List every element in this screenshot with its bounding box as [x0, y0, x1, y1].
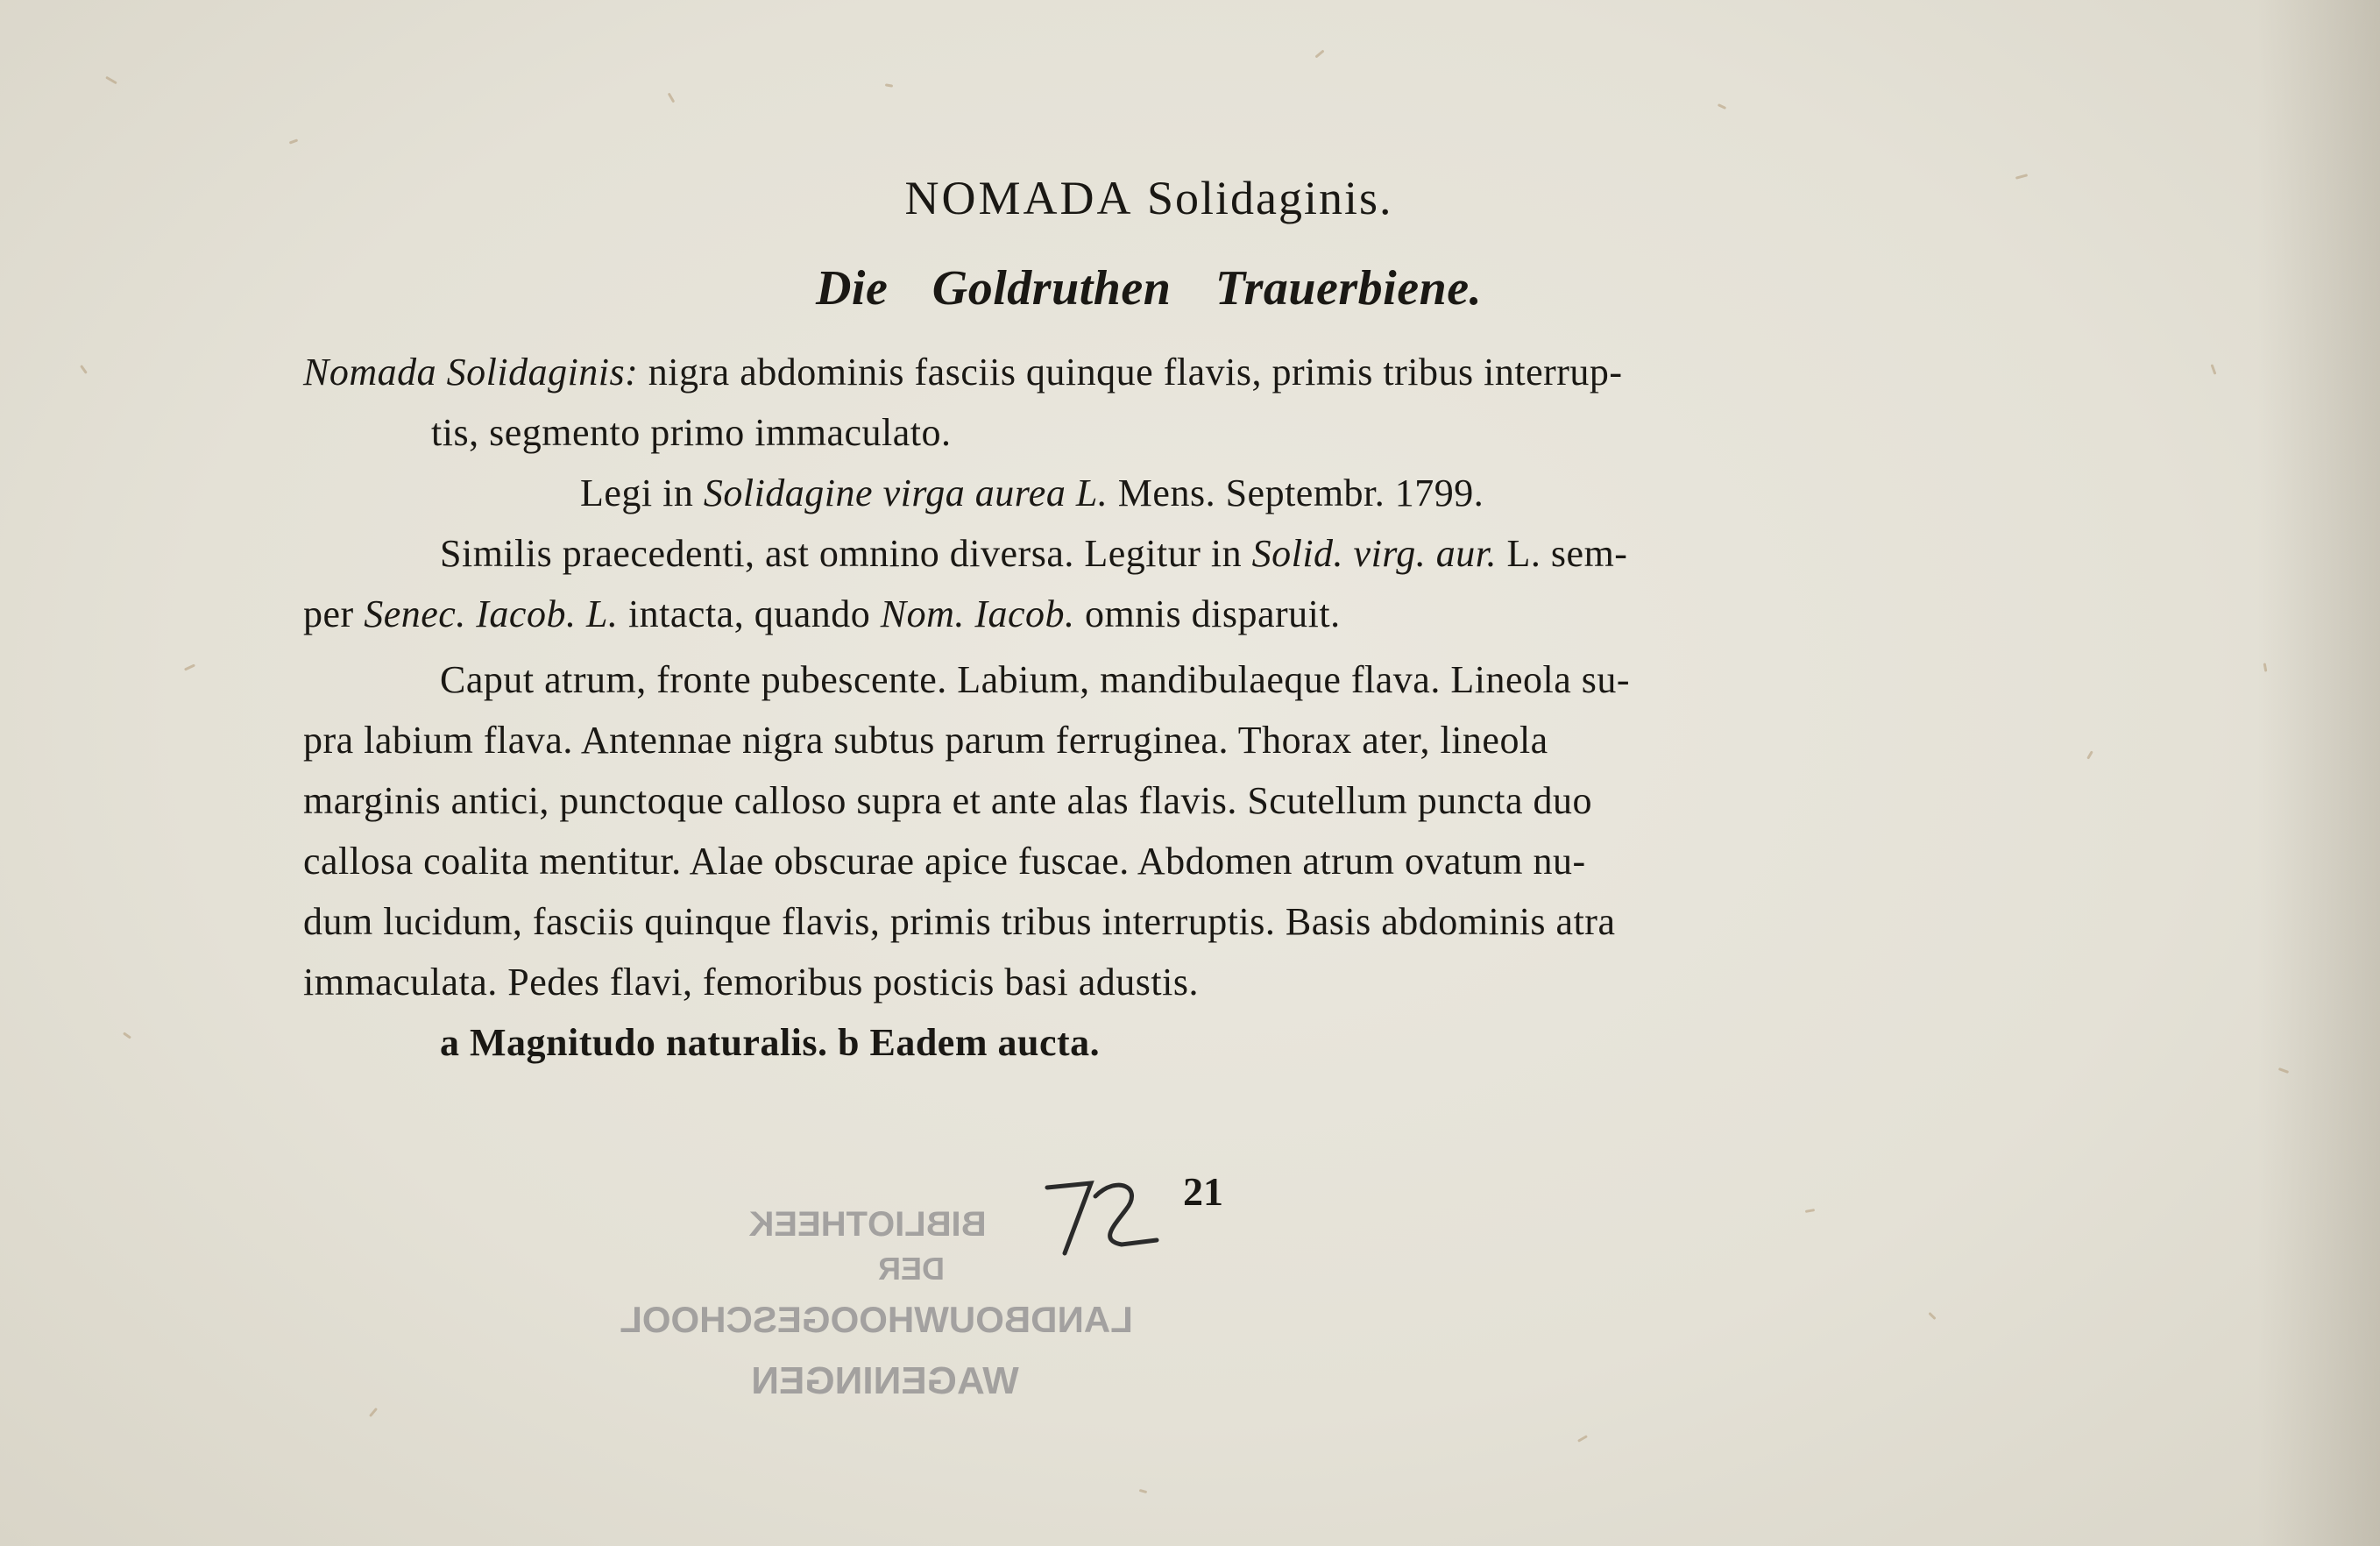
page-subtitle: Die Goldruthen Trauerbiene. — [815, 261, 1483, 316]
diagnosis-text: nigra abdominis fasciis quinque flavis, primis tribus interrup- — [648, 351, 1623, 394]
stamp-line-1: BIBLIOTHEEK — [748, 1205, 987, 1244]
text-line — [303, 523, 2056, 584]
collection-note — [303, 463, 2056, 523]
paper-fleck — [369, 1408, 378, 1417]
plant-abbrev: Senec. Iacob. L. — [364, 592, 619, 635]
legi-date: Mens. Septembr. 1799. — [1117, 472, 1484, 514]
plant-abbrev: Solid. virg. aur. — [1251, 532, 1498, 575]
species-name: Nomada Solidaginis: — [303, 351, 639, 394]
handwritten-mark — [1030, 1157, 1170, 1280]
paper-fleck — [1718, 103, 1726, 110]
text-line: marginis antici, punctoque calloso supra et ante alas flavis. Scutellum puncta duo — [303, 779, 1593, 822]
similis-paragraph — [303, 523, 2056, 644]
paper-fleck — [668, 93, 676, 103]
paper-fleck — [1928, 1312, 1936, 1320]
paper-fleck — [105, 76, 117, 85]
stamp-line-4: WAGENINGEN — [751, 1359, 1019, 1402]
paper-fleck — [1805, 1209, 1815, 1213]
text-span: Similis praecedenti, ast omnino diversa. Legitur in — [440, 532, 1243, 575]
text-line: pra labium flava. Antennae nigra subtus parum ferruginea. Thorax ater, lineola — [303, 719, 1548, 762]
paper-fleck — [2086, 750, 2093, 759]
species-abbrev: Nom. Iacob. — [880, 592, 1075, 635]
paper-fleck — [184, 663, 195, 670]
text-line: tis, segmento primo immaculato. — [431, 411, 952, 454]
page-title — [303, 167, 2056, 230]
title-species: Solidaginis. — [1146, 172, 1393, 224]
document-body — [303, 167, 2056, 1073]
figure-caption: a Magnitudo naturalis. b Eadem aucta. — [440, 1021, 1101, 1064]
text-line — [303, 584, 2056, 644]
text-span: intacta, quando — [627, 592, 871, 635]
text-span: per — [303, 592, 354, 635]
text-line: Caput atrum, fronte pubescente. Labium, mandibulaeque flava. Lineola su- — [440, 658, 1630, 701]
paper-fleck — [885, 83, 893, 88]
text-line: callosa coalita mentitur. Alae obscurae apice fuscae. Abdomen atrum ovatum nu- — [303, 840, 1586, 883]
page-edge-shadow — [2257, 0, 2380, 1546]
page-number: 21 — [1183, 1169, 1223, 1214]
text-span: L. sem- — [1506, 532, 1628, 575]
title-genus: NOMADA — [904, 172, 1134, 224]
description-paragraph — [303, 649, 2056, 1012]
host-plant: Solidagine virga aurea L. — [703, 472, 1109, 514]
paper-fleck — [123, 1032, 131, 1039]
text-span: omnis disparuit. — [1085, 592, 1341, 635]
stamp-line-3: LANDBOUWHOOGESCHOOL — [620, 1299, 1133, 1340]
paper-fleck — [289, 138, 298, 144]
paper-fleck — [80, 365, 88, 374]
text-line: immaculata. Pedes flavi, femoribus posticis basi adustis. — [303, 961, 1199, 1003]
paper-fleck — [2211, 364, 2217, 374]
paper-fleck — [1314, 49, 1324, 58]
paper-fleck — [1139, 1489, 1147, 1493]
text-line — [303, 342, 2056, 402]
diagnosis-paragraph — [303, 342, 2056, 463]
stamp-line-2: DER — [877, 1251, 946, 1287]
paper-fleck — [1577, 1435, 1588, 1443]
text-line: dum lucidum, fasciis quinque flavis, primis tribus interruptis. Basis abdominis atra — [303, 900, 1616, 943]
legi-prefix: Legi in — [580, 472, 694, 514]
